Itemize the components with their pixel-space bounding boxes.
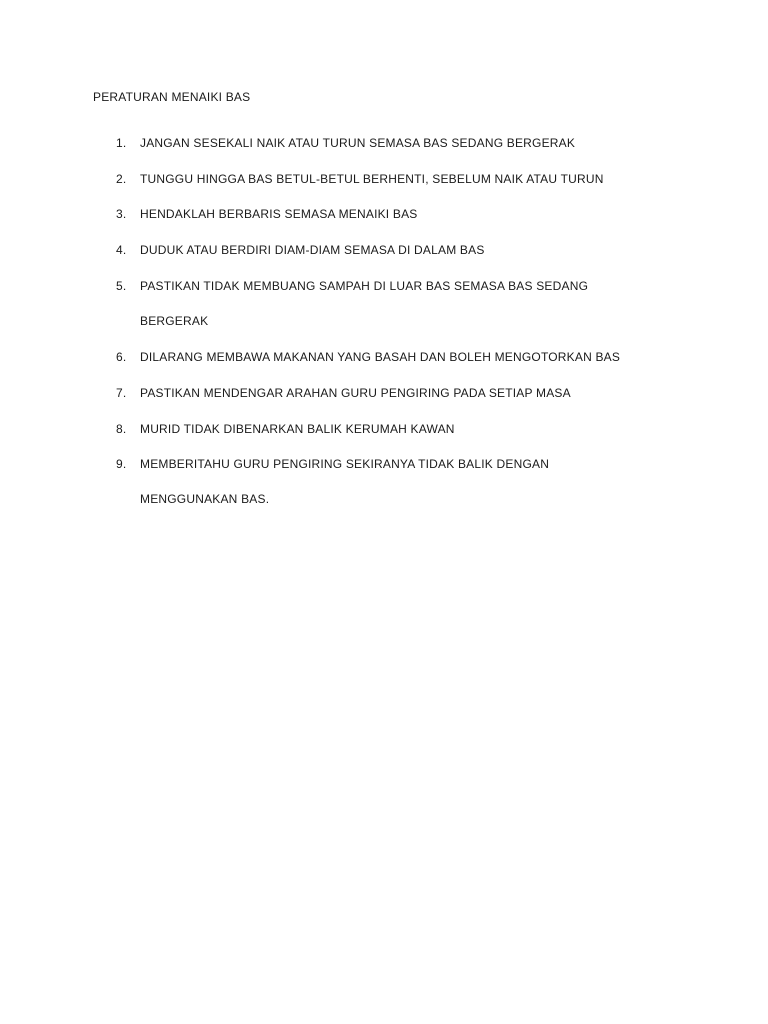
rule-text: HENDAKLAH BERBARIS SEMASA MENAIKI BAS <box>140 207 418 221</box>
rule-text: MEMBERITAHU GURU PENGIRING SEKIRANYA TIDAK BALIK DENGAN <box>140 457 550 471</box>
rule-text: DUDUK ATAU BERDIRI DIAM-DIAM SEMASA DI DALAM BAS <box>140 243 485 257</box>
rule-item <box>0 350 768 386</box>
rule-number: 7. <box>116 386 127 400</box>
rule-item <box>0 172 768 207</box>
rule-text: TUNGGU HINGGA BAS BETUL-BETUL BERHENTI, SEBELUM NAIK ATAU TURUN <box>140 172 604 186</box>
rule-item <box>0 243 768 279</box>
rule-text: JANGAN SESEKALI NAIK ATAU TURUN SEMASA BAS SEDANG BERGERAK <box>140 136 576 150</box>
rules-list <box>0 136 768 528</box>
document-title: PERATURAN MENAIKI BAS <box>93 90 251 104</box>
rule-number: 1. <box>116 136 127 150</box>
rule-item <box>0 386 768 422</box>
rule-number: 5. <box>116 279 127 293</box>
rule-number: 6. <box>116 350 127 364</box>
rule-text: DILARANG MEMBAWA MAKANAN YANG BASAH DAN BOLEH MENGOTORKAN BAS <box>140 350 621 364</box>
rule-text-continuation: BERGERAK <box>140 314 209 328</box>
rule-text: PASTIKAN TIDAK MEMBUANG SAMPAH DI LUAR BAS SEMASA BAS SEDANG <box>140 279 589 293</box>
rule-item <box>0 457 768 528</box>
rule-number: 8. <box>116 422 127 436</box>
rule-item <box>0 422 768 457</box>
rule-number: 2. <box>116 172 127 186</box>
rule-item <box>0 279 768 350</box>
rule-text: PASTIKAN MENDENGAR ARAHAN GURU PENGIRING PADA SETIAP MASA <box>140 386 571 400</box>
rule-number: 9. <box>116 457 127 471</box>
rule-item <box>0 136 768 172</box>
rule-number: 4. <box>116 243 127 257</box>
rule-number: 3. <box>116 207 127 221</box>
rule-item <box>0 207 768 243</box>
rule-text-continuation: MENGGUNAKAN BAS. <box>140 492 270 506</box>
rule-text: MURID TIDAK DIBENARKAN BALIK KERUMAH KAWAN <box>140 422 455 436</box>
